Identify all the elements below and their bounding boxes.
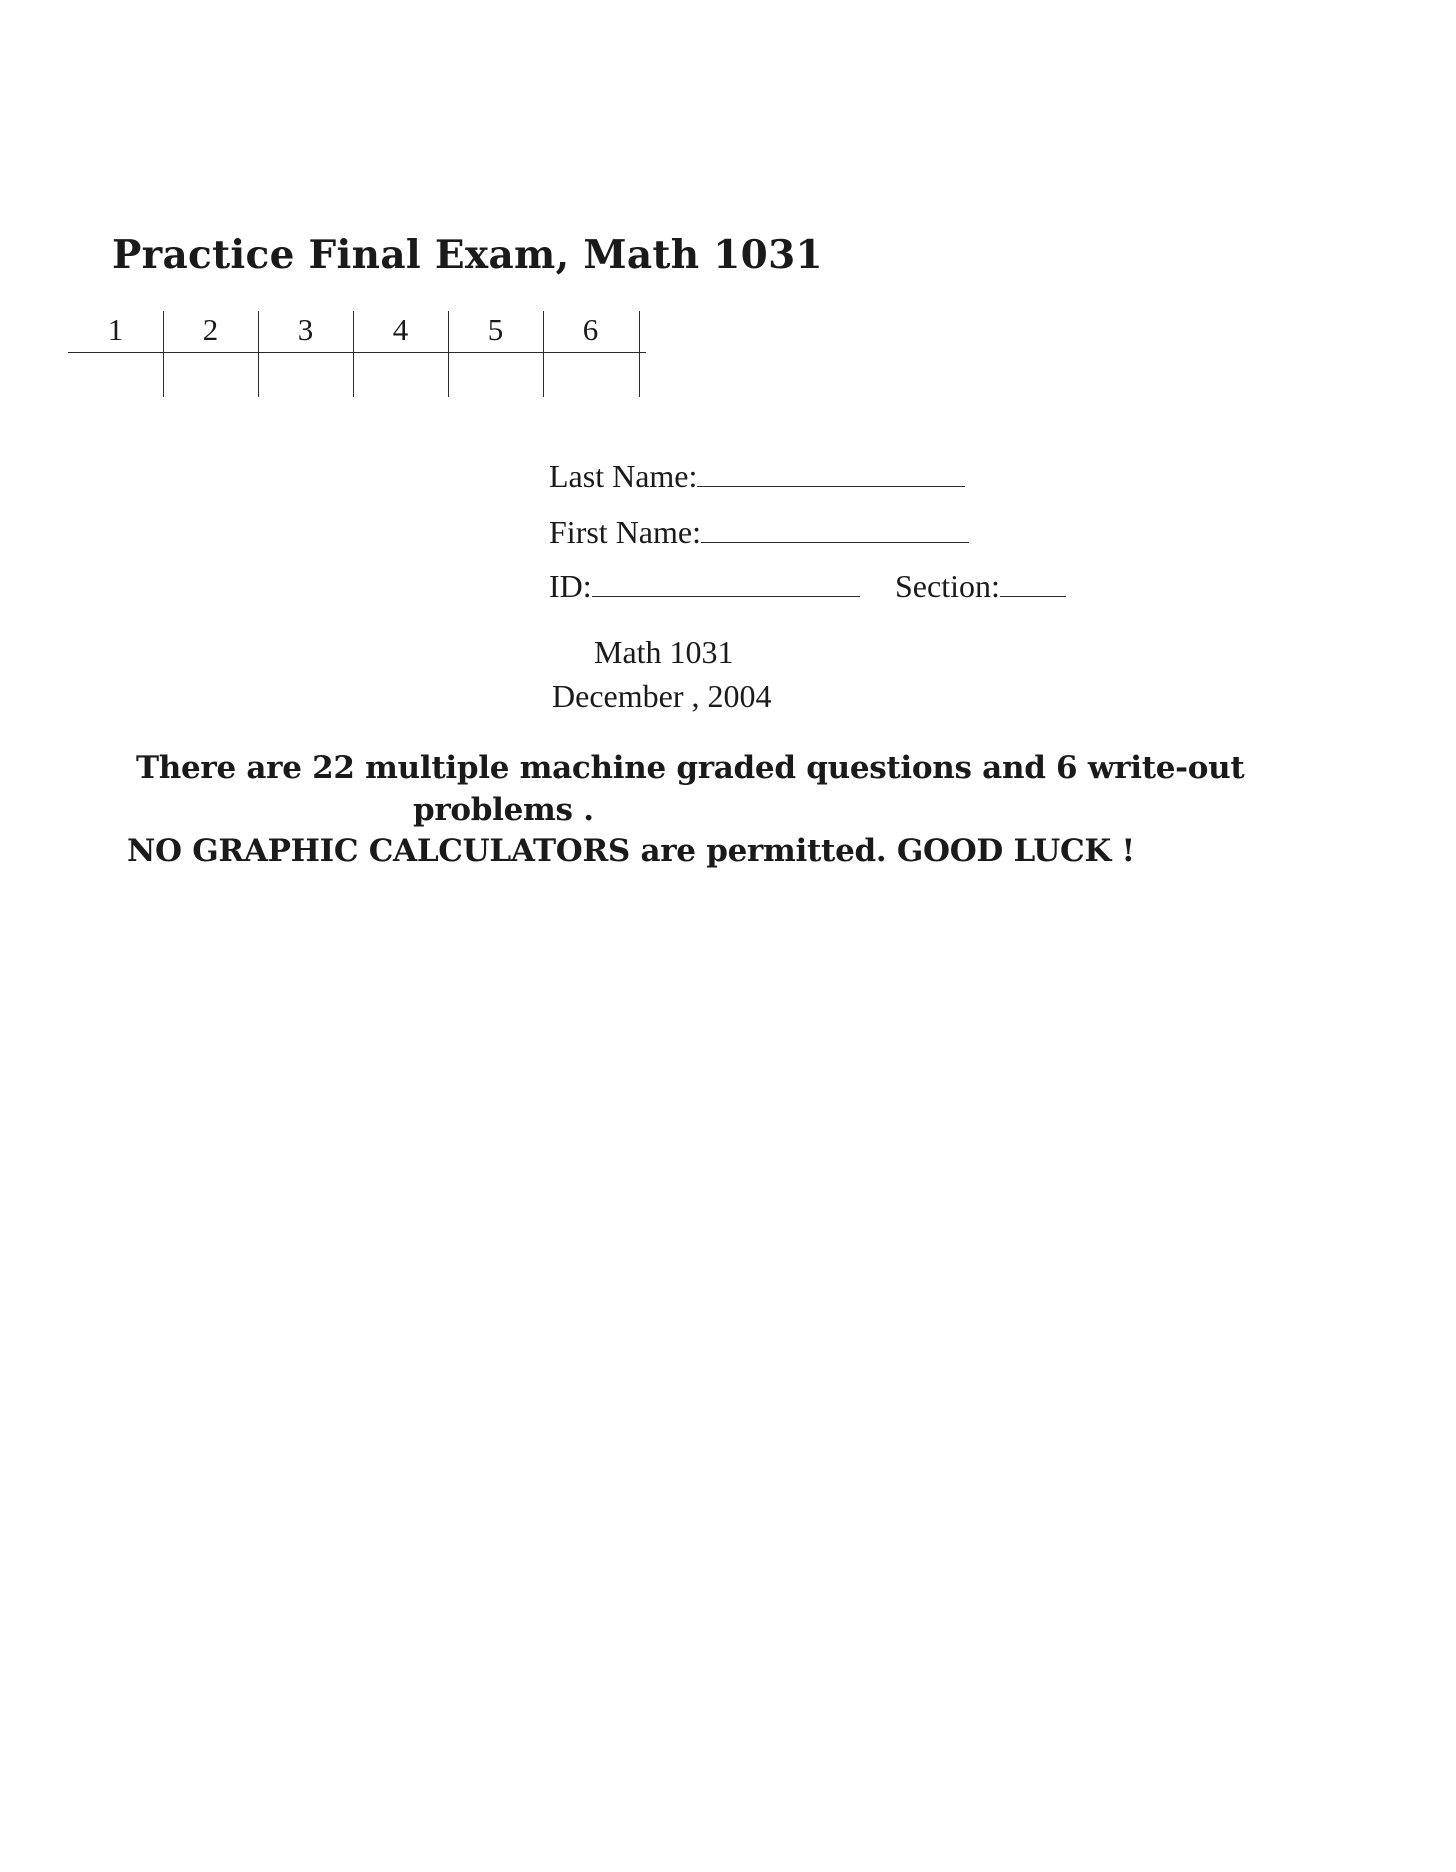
score-table-divider	[639, 311, 640, 397]
instructions-line-3: NO GRAPHIC CALCULATORS are permitted. GOOD LUCK !	[127, 833, 1135, 869]
section-field[interactable]	[895, 568, 1066, 605]
score-table-header-1: 1	[107, 312, 124, 347]
instructions-line-1: There are 22 multiple machine graded questions and 6 write-out	[136, 750, 1245, 786]
last-name-blank[interactable]	[697, 462, 965, 487]
instructions-line-2: problems .	[413, 792, 594, 828]
first-name-field[interactable]	[549, 514, 969, 551]
first-name-blank[interactable]	[701, 518, 969, 543]
page-title: Practice Final Exam, Math 1031	[112, 232, 823, 278]
score-table-header-6: 6	[582, 312, 599, 347]
score-table-header-rule	[68, 352, 646, 353]
score-table-header-4: 4	[392, 312, 409, 347]
id-field[interactable]	[549, 568, 860, 605]
section-label: Section:	[895, 568, 1000, 604]
exam-date: December , 2004	[552, 678, 772, 714]
score-table-header-5: 5	[487, 312, 504, 347]
score-table	[68, 308, 646, 398]
first-name-label: First Name:	[549, 514, 701, 550]
section-blank[interactable]	[1000, 572, 1066, 597]
score-table-header-3: 3	[297, 312, 314, 347]
score-table-header-2: 2	[202, 312, 219, 347]
last-name-field[interactable]	[549, 458, 965, 495]
id-blank[interactable]	[592, 572, 860, 597]
last-name-label: Last Name:	[549, 458, 698, 494]
id-label: ID:	[549, 568, 592, 604]
course-name: Math 1031	[594, 634, 734, 670]
